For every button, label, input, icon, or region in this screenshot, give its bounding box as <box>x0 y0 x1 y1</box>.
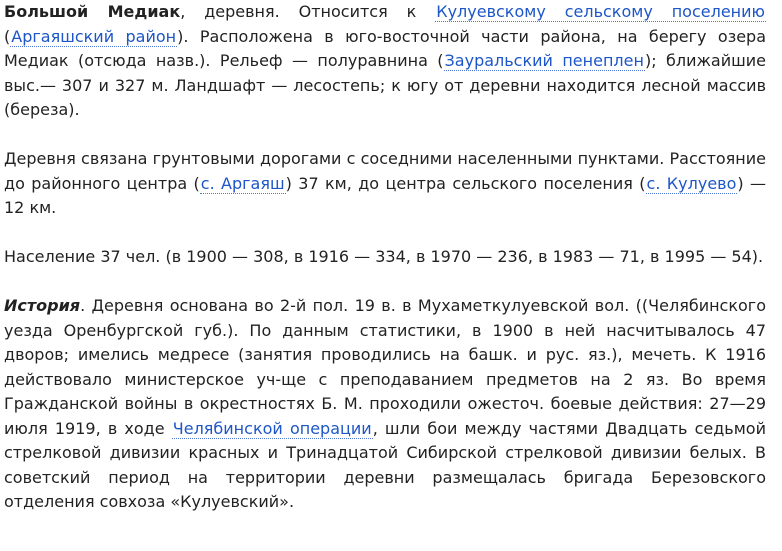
link-argayash-village[interactable]: с. Аргаяш <box>200 173 285 193</box>
text-segment: ). Расположена в юго-восточной части района, на берегу озера Медиак (отсюда назв.). Рельеф — полуравнина ( <box>4 26 767 70</box>
text-segment: ) — 12 км. <box>4 173 767 217</box>
population-text: Население 37 чел. (в 1900 — 308, в 1916 — 334, в 1970 — 236, в 1983 — 71, в 1995 — 54). <box>4 247 764 266</box>
link-zauralsky-peneplain[interactable]: Зауральский пенеплен <box>444 51 644 70</box>
text-segment: , деревня. Относится к <box>180 2 436 21</box>
text-segment: ); ближайшие выс.— 307 и 327 м. Ландшафт — лесостепь; к югу от деревни находится лесной массив (береза). <box>4 51 766 119</box>
paragraph-population <box>4 245 766 270</box>
paragraph-roads <box>4 147 766 221</box>
text-segment: ) 37 км, до центра сельского поселения ( <box>285 173 646 193</box>
paragraph-intro <box>4 0 766 123</box>
text-segment: , шли бои между частями Двадцать седьмой стрелковой дивизии красных и Тринадцатой Сибирской стрелковой дивизии белых. В советский период на территории деревни размещалась бригада Березовского отделения совхоза «Кулуевский». <box>4 418 766 511</box>
link-kuluevo-village[interactable]: с. Кулуево <box>646 173 737 193</box>
paragraph-history <box>4 294 766 515</box>
article-term: Большой Медиак <box>4 2 181 21</box>
history-heading: История <box>4 296 81 315</box>
link-chelyabinsk-operation[interactable]: Челябинской операции <box>172 418 372 438</box>
link-argayash-district[interactable]: Аргаяшский район <box>11 26 177 46</box>
text-segment: Деревня связана грунтовыми дорогами с соседними населенными пунктами. Расстояние до районного центра ( <box>4 149 766 193</box>
text-segment: ( <box>4 26 11 46</box>
text-segment: . Деревня основана во 2-й пол. 19 в. в Мухаметкулуевской вол. ((Челябинского уезда Оренбургской губ.). По данным статистики, в 1900 в ней насчитывалось 47 дворов; имелись медресе (занятия проводились на башк. и рус. яз.), мечеть. К 1916 действовало министерское уч-ще с преподаванием предметов на 2 яз. Во время Гражданской войны в окрестностях Б. М. проходили ожесточ. боевые действия: 27—29 июля 1919, в ходе <box>4 296 766 438</box>
link-kuluevo-settlement[interactable]: Кулуевскому сельскому поселению <box>436 2 765 21</box>
